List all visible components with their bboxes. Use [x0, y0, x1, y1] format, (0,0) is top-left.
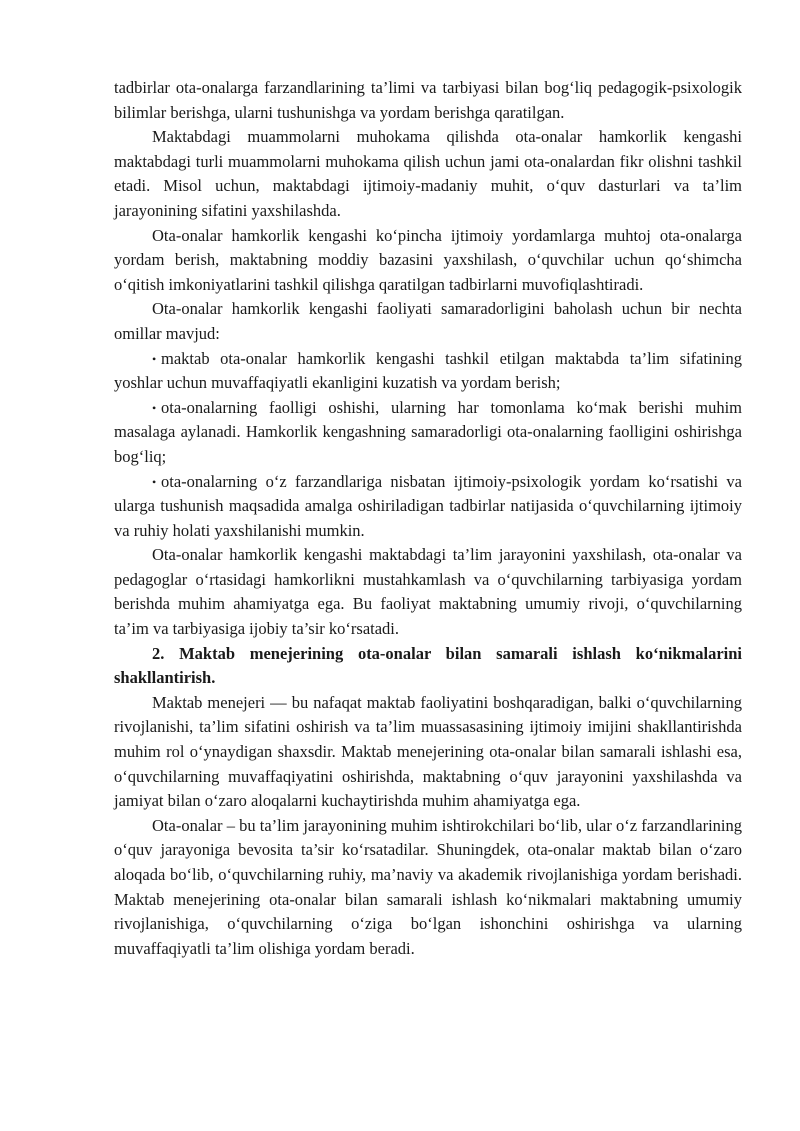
paragraph: Maktab menejeri — bu nafaqat maktab faoliyatini boshqaradigan, balki o‘quvchilarning rivojlanishi, ta’lim sifatini oshirish va ta’lim muassasasining ijtimoiy imijini shakllantirishda muhim rol o‘ynaydigan shaxsdir. Maktab menejerining ota-onalar bilan samarali ishlashi esa, o‘quvchilarning muvaffaqiyatini oshirishda, maktabning o‘quv jarayonini yaxshilashda va jamiyat bilan o‘zaro aloqalarni kuchaytirishda muhim ahamiyatga ega. [114, 692, 742, 811]
paragraph: Ota-onalar hamkorlik kengashi ko‘pincha ijtimoiy yordamlarga muhtoj ota-onalarga yordam berish, maktabning moddiy bazasini yaxshilash, o‘quvchilar uchun qo‘shimcha o‘qitish imkoniyatlarini tashkil qilishga qaratilgan tadbirlarni muvofiqlashtiradi. [114, 225, 742, 294]
paragraph: Ota-onalar hamkorlik kengashi faoliyati samaradorligini baholash uchun bir nechta omillar mavjud: [114, 299, 742, 343]
bullet-icon: • [152, 351, 157, 366]
bullet-item [114, 396, 742, 470]
bullet-text: ota-onalarning faolligi oshishi, ularning har tomonlama ko‘mak berishi muhim masalaga aylanadi. Hamkorlik kengashning samaradorligi ota-onalarning faolligini oshirishga bog‘liq; [114, 397, 742, 466]
bullet-icon: • [152, 474, 157, 489]
bullet-item [114, 470, 742, 544]
section-heading: 2. Maktab menejerining ota-onalar bilan samarali ishlash ko‘nikmalarini shakllantirish. [114, 643, 742, 688]
document-body [114, 76, 742, 961]
paragraph-continuation: tadbirlar ota-onalarga farzandlarining ta’limi va tarbiyasi bilan bog‘liq pedagogik-psixologik bilimlar berishga, ularni tushunishga va yordam berishga qaratilgan. [114, 78, 742, 122]
bullet-item [114, 347, 742, 396]
paragraph: Ota-onalar – bu ta’lim jarayonining muhim ishtirokchilari bo‘lib, ular o‘z farzandlarining o‘quv jarayoniga bevosita ta’sir ko‘rsatadilar. Shuningdek, ota-onalar maktab bilan o‘zaro aloqada bo‘lib, o‘quvchilarning ruhiy, ma’naviy va akademik rivojlanishiga yordam berishadi. Maktab menejerining ota-onalar bilan samarali ishlash ko‘nikmalari maktabning umumiy rivojlanishiga, o‘quvchilarning o‘ziga bo‘lgan ishonchini oshirishga va ularning muvaffaqiyatli ta’lim olishiga yordam beradi. [114, 815, 742, 958]
bullet-text: ota-onalarning o‘z farzandlariga nisbatan ijtimoiy-psixologik yordam ko‘rsatishi va ularga tushunish maqsadida amalga oshiriladigan tadbirlar natijasida o‘quvchilarning ijtimoiy va ruhiy holati yaxshilanishi mumkin. [114, 471, 742, 540]
bullet-icon: • [152, 400, 157, 415]
paragraph: Ota-onalar hamkorlik kengashi maktabdagi ta’lim jarayonini yaxshilash, ota-onalar va pedagoglar o‘rtasidagi hamkorlikni mustahkamlash va o‘quvchilarning tarbiyasiga yordam berishda muhim ahamiyatga ega. Bu faoliyat maktabning umumiy rivoji, o‘quvchilarning ta’im va tarbiyasiga ijobiy ta’sir ko‘rsatadi. [114, 545, 742, 639]
bullet-text: maktab ota-onalar hamkorlik kengashi tashkil etilgan maktabda ta’lim sifatining yoshlar uchun muvaffaqiyatli ekanligini kuzatish va yordam berish; [114, 348, 742, 393]
paragraph: Maktabdagi muammolarni muhokama qilishda ota-onalar hamkorlik kengashi maktabdagi turli muammolarni muhokama qilish uchun jami ota-onalardan fikr olishni tashkil etadi. Misol uchun, maktabdagi ijtimoiy-madaniy muhit, o‘quv dasturlari va ta’lim jarayonining sifatini yaxshilashda. [114, 127, 742, 220]
